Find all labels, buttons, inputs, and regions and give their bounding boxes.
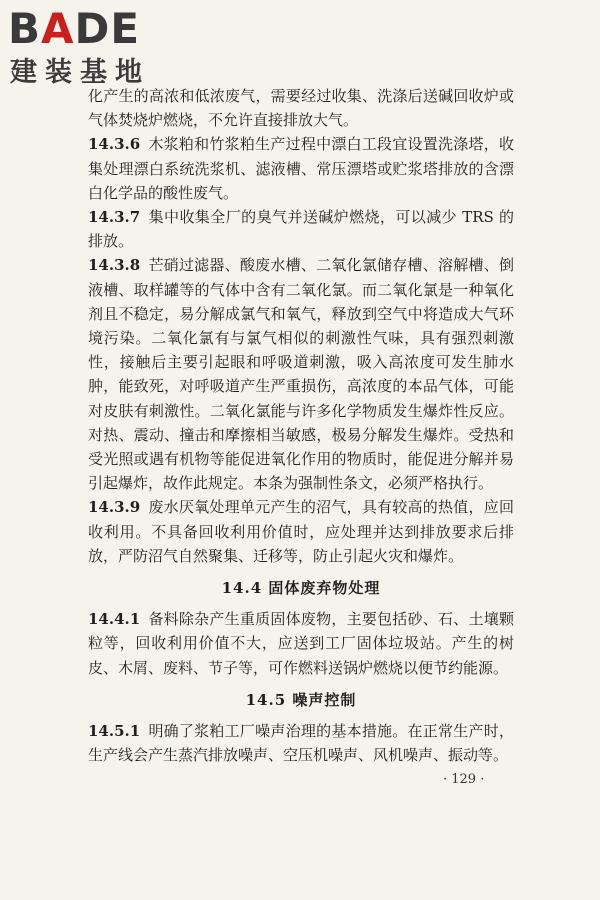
brand-wordmark bbox=[8, 4, 140, 54]
section-title-14-4: 14.4 固体废弃物处理 bbox=[221, 579, 381, 598]
paragraph-number: 14.5.1 bbox=[88, 722, 141, 741]
paragraph-text: 木浆粕和竹浆粕生产过程中漂白工段宜设置洗涤塔，收集处理漂白系统洗浆机、滤液槽、常压漂塔或贮浆塔排放的含漂白化学品的酸性废气。 bbox=[88, 135, 514, 202]
brand-logo bbox=[8, 4, 178, 94]
paragraph-14-3-7 bbox=[88, 205, 514, 253]
brand-subtitle: 建装基地 bbox=[10, 57, 150, 88]
paragraph-14-3-8 bbox=[88, 253, 514, 495]
section-title-14-5: 14.5 噪声控制 bbox=[245, 690, 357, 709]
document-body bbox=[88, 84, 514, 767]
paragraph-text: 废水厌氧处理单元产生的沼气，具有较高的热值，应回收利用。不具备回收利用价值时，应处理并达到排放要求后排放，严防沼气自然聚集、迁移等，防止引起火灾和爆炸。 bbox=[88, 498, 514, 565]
paragraph-14-4-1 bbox=[88, 607, 514, 680]
paragraph-number: 14.3.8 bbox=[88, 256, 141, 275]
paragraph-14-3-9 bbox=[88, 495, 514, 568]
paragraph-number: 14.3.6 bbox=[88, 135, 141, 154]
paragraph-number: 14.3.7 bbox=[88, 208, 141, 227]
paragraph-text: 化产生的高浓和低浓废气，需要经过收集、洗涤后送碱回收炉或气体焚烧炉燃烧，不允许直接排放大气。 bbox=[88, 87, 514, 130]
paragraph-number: 14.4.1 bbox=[88, 610, 141, 629]
paragraph-continuation bbox=[88, 84, 514, 132]
paragraph-14-5-1 bbox=[88, 719, 514, 767]
paragraph-text: 备料除杂产生重质固体废物，主要包括砂、石、土壤颗粒等，回收利用价值不大，应送到工厂固体垃圾站。产生的树皮、木屑、废料、节子等，可作燃料送锅炉燃烧以便节约能源。 bbox=[88, 610, 514, 677]
brand-suffix: DE bbox=[74, 4, 141, 53]
brand-accent-letter: A bbox=[41, 4, 75, 53]
brand-prefix: B bbox=[8, 4, 42, 53]
paragraph-text: 明确了浆粕工厂噪声治理的基本措施。在正常生产时，生产线会产生蒸汽排放噪声、空压机噪声、风机噪声、振动等。 bbox=[88, 722, 514, 765]
paragraph-number: 14.3.9 bbox=[88, 498, 141, 517]
paragraph-14-3-6 bbox=[88, 132, 514, 205]
page-number: · 129 · bbox=[443, 772, 485, 787]
paragraph-text: 芒硝过滤器、酸废水槽、二氧化氯储存槽、溶解槽、倒液槽、取样罐等的气体中含有二氧化氯。而二氧化氯是一种氧化剂且不稳定，易分解成氯气和氧气，释放到空气中将造成大气环境污染。二氧化氯有与氯气相似的刺激性气味，具有强烈刺激性，接触后主要引起眼和呼吸道刺激，吸入高浓度可发生肺水肿，能致死，对呼吸道产生严重损伤，高浓度的本品气体，可能对皮肤有刺激性。二氧化氯能与许多化学物质发生爆炸性反应。对热、震动、撞击和摩擦相当敏感，极易分解发生爆炸。受热和受光照或遇有机物等能促进氧化作用的物质时，能促进分解并易引起爆炸，故作此规定。本条为强制性条文，必须严格执行。 bbox=[88, 256, 514, 493]
paragraph-text: 集中收集全厂的臭气并送碱炉燃烧，可以减少 TRS 的排放。 bbox=[88, 208, 514, 251]
